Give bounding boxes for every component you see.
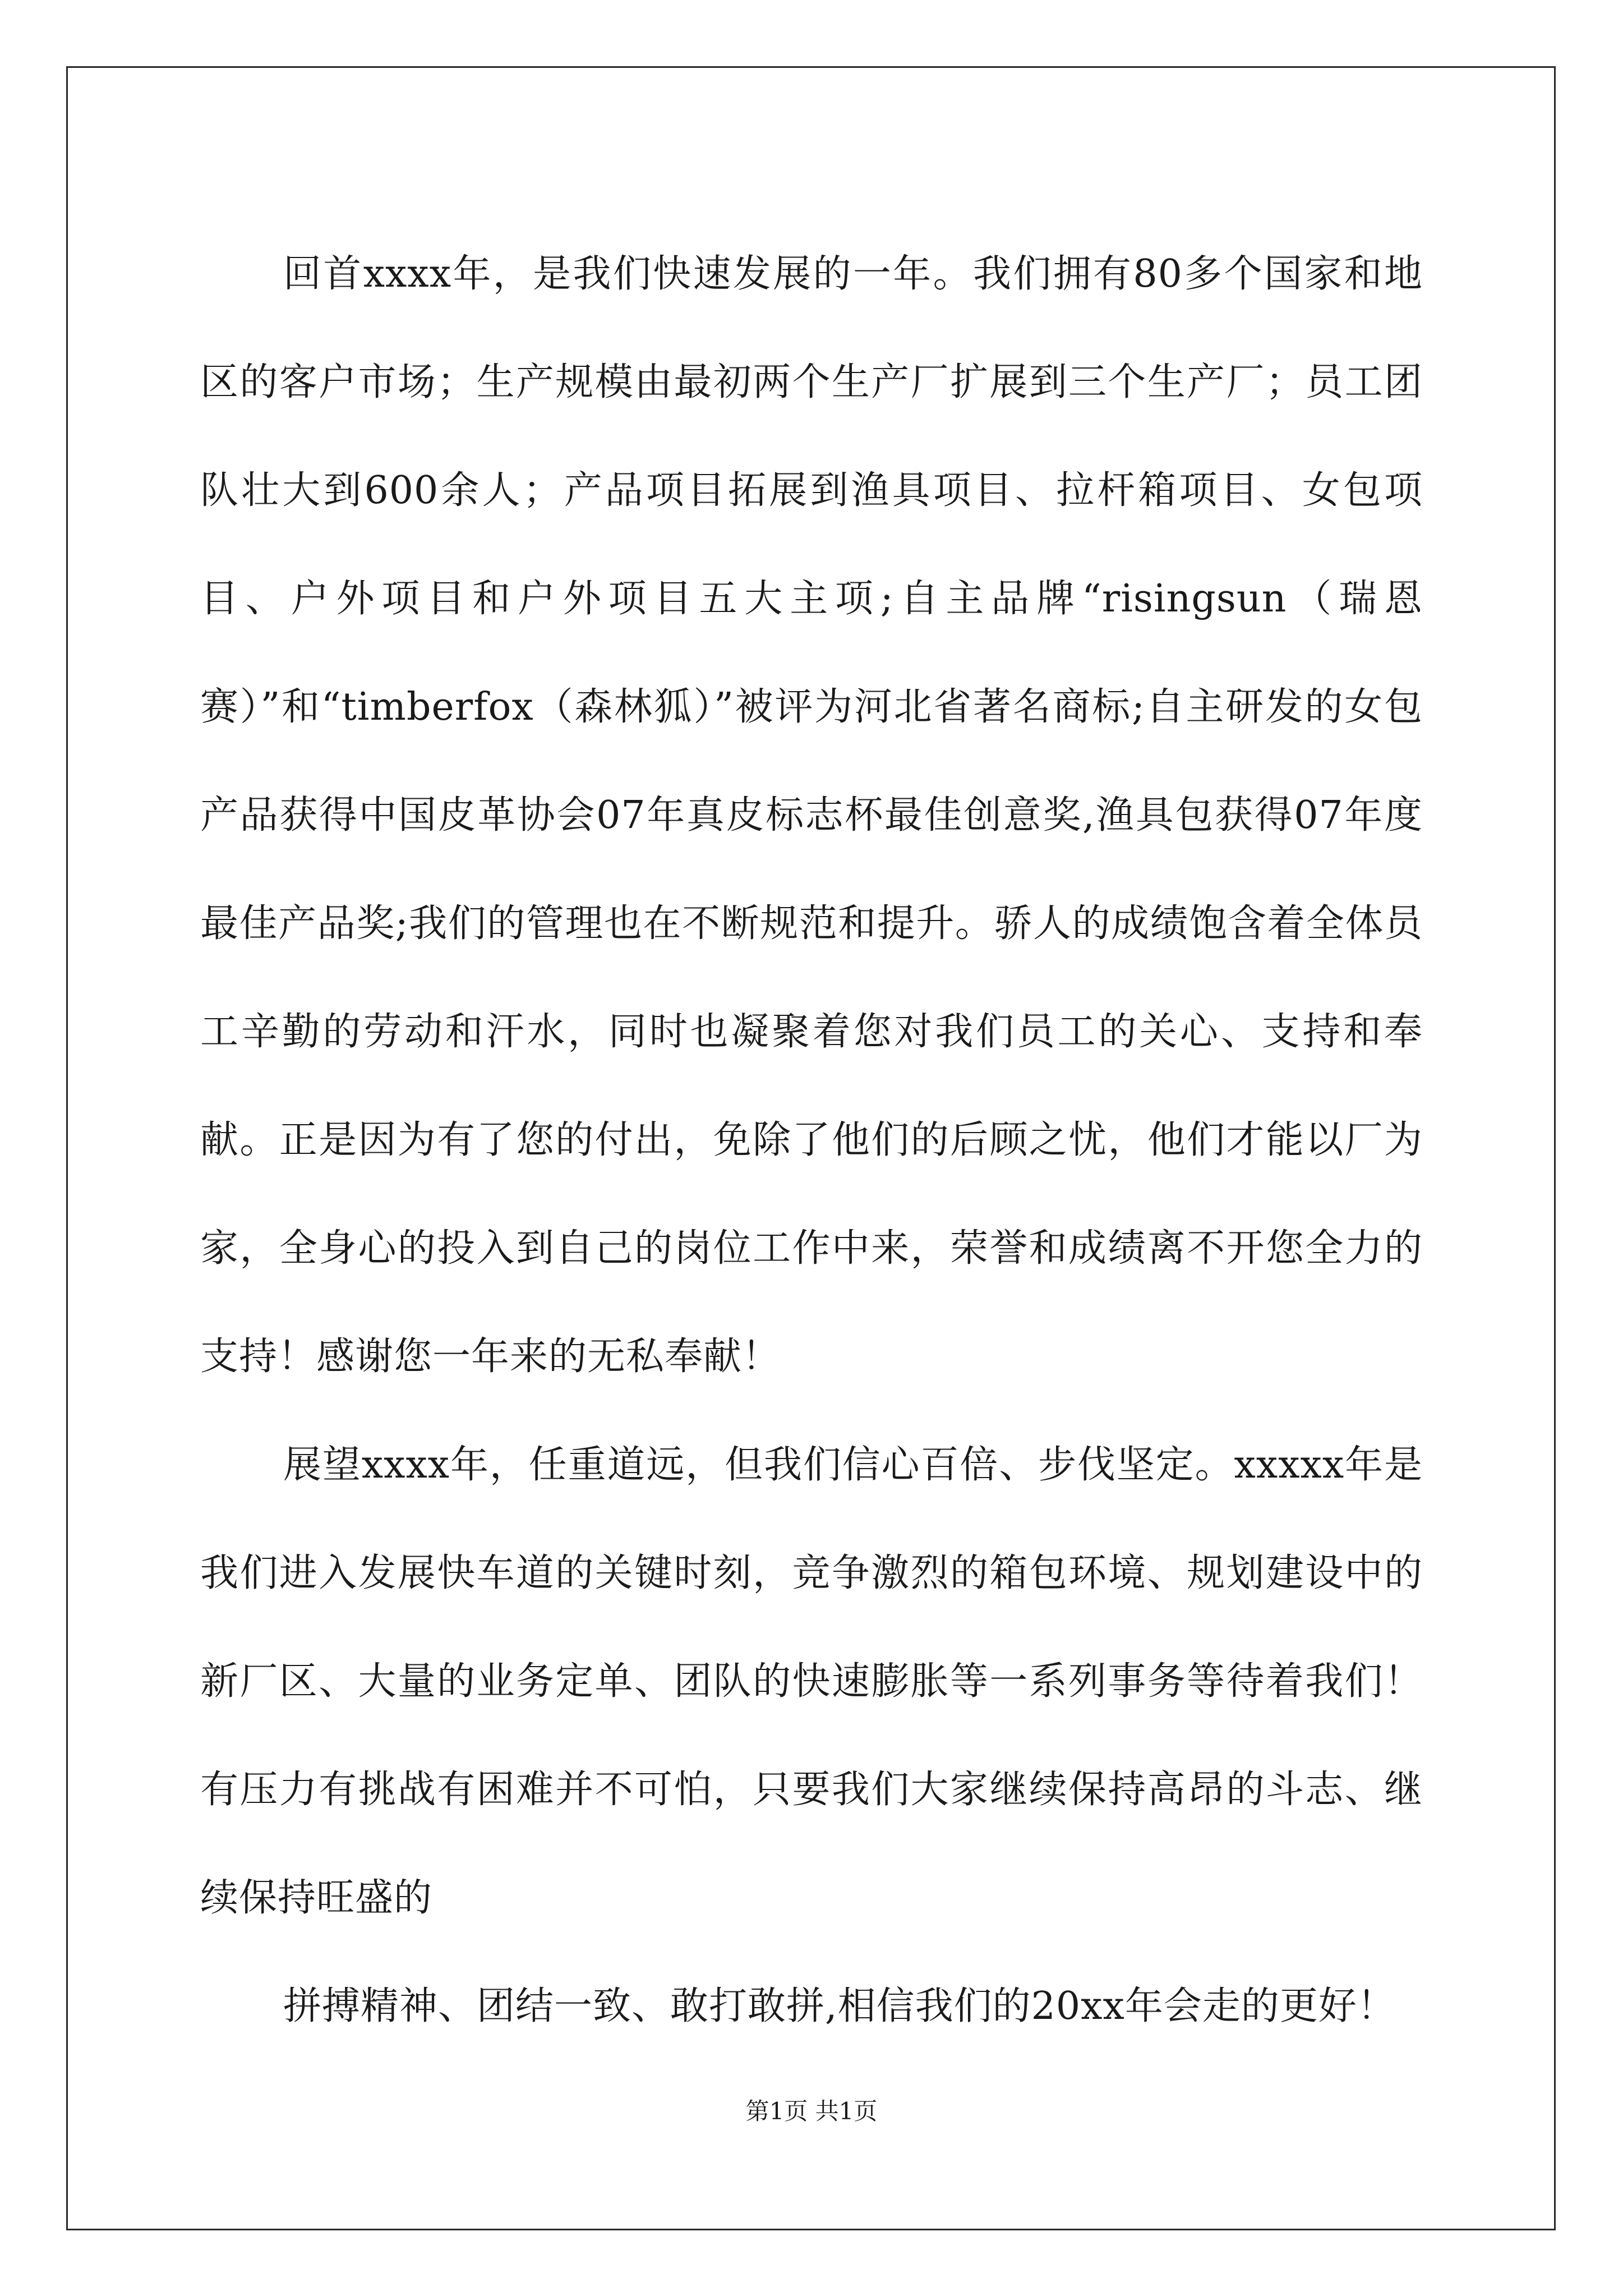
document-body — [200, 220, 1423, 2060]
paragraph-review: 回首xxxx年，是我们快速发展的一年。我们拥有80多个国家和地区的客户市场；生产规模由最初两个生产厂扩展到三个生产厂；员工团队壮大到600余人；产品项目拓展到渔具项目、拉杆箱项目、女包项目、户外项目和户外项目五大主项;自主品牌“risingsun（瑞恩赛）”和“timberfox（森林狐）”被评为河北省著名商标;自主研发的女包产品获得中国皮革协会07年真皮标志杯最佳创意奖,渔具包获得07年度最佳产品奖;我们的管理也在不断规范和提升。骄人的成绩饱含着全体员工辛勤的劳动和汗水，同时也凝聚着您对我们员工的关心、支持和奉献。正是因为有了您的付出，免除了他们的后顾之忧，他们才能以厂为家，全身心的投入到自己的岗位工作中来，荣誉和成绩离不开您全力的支持！感谢您一年来的无私奉献！ — [200, 252, 1423, 1379]
paragraph-closing: 拼搏精神、团结一致、敢打敢拼,相信我们的20xx年会走的更好！ — [283, 1984, 1396, 2028]
page-footer: 第1页 共1页 — [745, 2097, 878, 2125]
paragraph-outlook: 展望xxxx年，任重道远，但我们信心百倍、步伐坚定。xxxxx年是我们进入发展快车道的关键时刻，竞争激烈的箱包环境、规划建设中的新厂区、大量的业务定单、团队的快速膨胀等一系列事务等待着我们！有压力有挑战有困难并不可怕，只要我们大家继续保持高昂的斗志、继续保持旺盛的 — [200, 1443, 1423, 1920]
